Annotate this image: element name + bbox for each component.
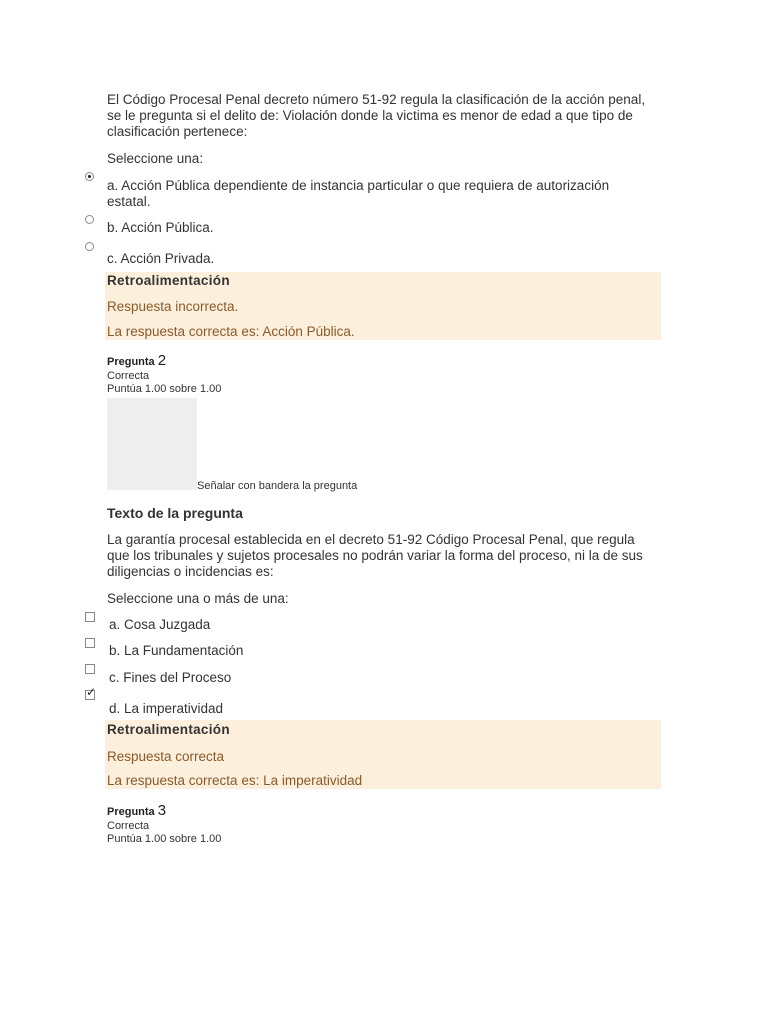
q3-heading-number: 3 — [157, 802, 167, 819]
q1-option-a-line: estatal. — [107, 194, 151, 209]
q1-text-line: clasificación pertenece: — [107, 124, 248, 139]
q3-score: Puntúa 1.00 sobre 1.00 — [107, 833, 222, 845]
q2-option-b-label[interactable]: b. La Fundamentación — [109, 643, 244, 658]
q2-option-d-checkbox[interactable] — [85, 685, 97, 700]
q3-heading-label: Pregunta — [107, 806, 155, 818]
q3-status: Correcta — [107, 820, 150, 832]
q2-section-title: Texto de la pregunta — [107, 505, 243, 521]
q2-option-d-label[interactable]: d. La imperatividad — [109, 701, 224, 716]
q2-option-a-label[interactable]: a. Cosa Juzgada — [109, 617, 211, 632]
q2-feedback-box — [105, 720, 661, 789]
q1-prompt: Seleccione una: — [107, 151, 204, 166]
q2-text — [107, 532, 667, 580]
q1-option-c-radio[interactable] — [85, 242, 94, 251]
q2-flag-link[interactable]: Señalar con bandera la pregunta — [197, 480, 358, 492]
q1-feedback-correct-answer: La respuesta correcta es: Acción Pública. — [107, 324, 355, 339]
q1-text-line: se le pregunta si el delito de: Violación donde la victima es menor de edad a que tipo de — [107, 108, 633, 123]
q2-text-line: que los tribunales y sujetos procesales no podrán variar la forma del proceso, ni la de sus — [107, 548, 643, 563]
q1-option-a-radio[interactable] — [85, 172, 94, 181]
q2-status: Correcta — [107, 370, 150, 382]
q2-heading-label: Pregunta — [107, 356, 155, 368]
q2-feedback-correct-answer: La respuesta correcta es: La imperatividad — [107, 773, 363, 788]
q2-option-a-checkbox[interactable] — [85, 612, 95, 622]
q1-feedback-box — [105, 272, 661, 340]
q2-option-c-checkbox[interactable] — [85, 664, 95, 674]
q1-option-a-label[interactable] — [107, 178, 667, 210]
q2-prompt: Seleccione una o más de una: — [107, 591, 289, 606]
q2-text-line: La garantía procesal establecida en el decreto 51-92 Código Procesal Penal, que regula — [107, 532, 635, 547]
q1-option-b-label[interactable]: b. Acción Pública. — [107, 220, 214, 235]
q2-option-b-checkbox[interactable] — [85, 638, 95, 648]
q1-feedback-result: Respuesta incorrecta. — [107, 299, 239, 314]
q2-text-line: diligencias o incidencias es: — [107, 564, 274, 579]
q1-feedback-title: Retroalimentación — [107, 273, 230, 288]
q2-feedback-result: Respuesta correcta — [107, 749, 225, 764]
q3-heading — [107, 802, 166, 819]
q2-heading — [107, 352, 166, 369]
q2-score: Puntúa 1.00 sobre 1.00 — [107, 383, 222, 395]
q1-option-a-line: a. Acción Pública dependiente de instancia particular o que requiera de autorización — [107, 178, 610, 193]
q1-text — [107, 92, 667, 140]
checkmark-icon: ✓ — [86, 685, 97, 699]
q1-option-b-radio[interactable] — [85, 215, 94, 224]
q2-flag-area — [107, 398, 197, 490]
q1-text-line: El Código Procesal Penal decreto número 51-92 regula la clasificación de la acción penal, — [107, 92, 646, 107]
q2-feedback-title: Retroalimentación — [107, 722, 230, 737]
q1-option-c-label[interactable]: c. Acción Privada. — [107, 251, 215, 266]
q2-heading-number: 2 — [157, 352, 167, 369]
q2-option-c-label[interactable]: c. Fines del Proceso — [109, 670, 232, 685]
